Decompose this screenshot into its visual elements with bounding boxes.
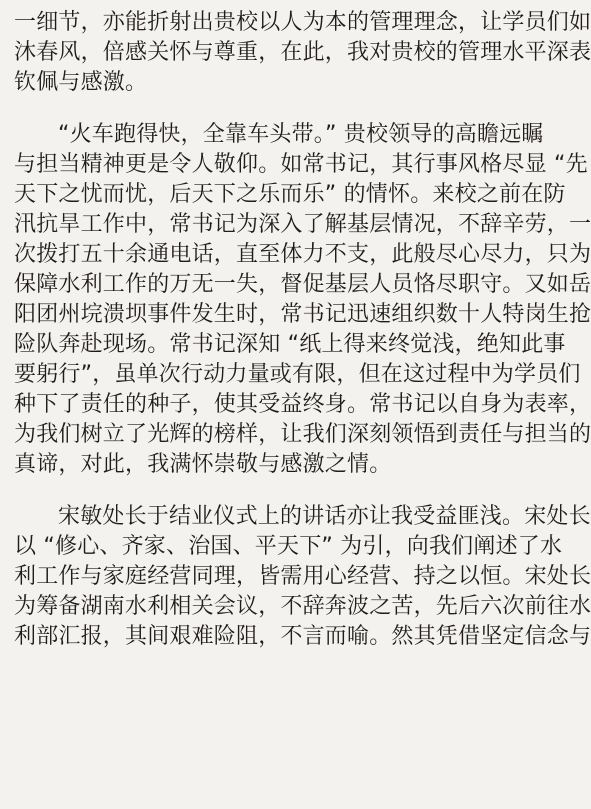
paragraph-line: 为筹备湖南水利相关会议，不辞奔波之苦，先后六次前往水 <box>14 594 591 619</box>
paragraph-line: 钦佩与感激。 <box>14 70 148 95</box>
paragraph-2 <box>14 120 591 480</box>
paragraph-3 <box>14 502 591 652</box>
paragraph-1 <box>14 8 591 98</box>
paragraph-line: 汛抗旱工作中，常书记为深入了解基层情况，不辞辛劳，一 <box>14 212 591 237</box>
paragraph-gap <box>14 98 492 120</box>
paragraph-line: 要躬行”，虽单次行动力量或有限，但在这过程中为学员们 <box>14 362 581 387</box>
top-spacer <box>14 0 492 8</box>
paragraph-line: 次拨打五十余通电话，直至体力不支，此般尽心尽力，只为 <box>14 242 591 267</box>
paragraph-line: 保障水利工作的万无一失，督促基层人员恪尽职守。又如岳 <box>14 272 591 297</box>
paragraph-line: 险队奔赴现场。常书记深知 “纸上得来终觉浅，绝知此事 <box>14 332 566 357</box>
paragraph-line: 沐春风，倍感关怀与尊重，在此，我对贵校的管理水平深表 <box>14 40 591 65</box>
paragraph-line: 一细节，亦能折射出贵校以人为本的管理理念，让学员们如 <box>14 10 591 35</box>
paragraph-line: 为我们树立了光辉的榜样，让我们深刻领悟到责任与担当的 <box>14 422 591 447</box>
paragraph-line: 真谛，对此，我满怀崇敬与感激之情。 <box>14 452 392 477</box>
paragraph-line: 与担当精神更是令人敬仰。如常书记，其行事风格尽显 “先 <box>14 152 588 177</box>
paragraph-line: 天下之忧而忧，后天下之乐而乐” 的情怀。来校之前在防 <box>14 182 566 207</box>
paragraph-line: 种下了责任的种子，使其受益终身。常书记以自身为表率， <box>14 392 591 417</box>
paragraph-line: 以 “修心、齐家、治国、平天下” 为引，向我们阐述了水 <box>14 534 563 559</box>
paragraph-line: 宋敏处长于结业仪式上的讲话亦让我受益匪浅。宋处长 <box>58 504 591 529</box>
paragraph-line: 利部汇报，其间艰难险阻，不言而喻。然其凭借坚定信念与 <box>14 624 591 649</box>
paragraph-line: 利工作与家庭经营同理，皆需用心经营、持之以恒。宋处长 <box>14 564 591 589</box>
paragraph-gap <box>14 480 492 502</box>
paragraph-line: 阳团州垸溃坝事件发生时，常书记迅速组织数十人特岗生抢 <box>14 302 591 327</box>
paragraph-line: “火车跑得快，全靠车头带。” 贵校领导的高瞻远瞩 <box>58 122 544 147</box>
